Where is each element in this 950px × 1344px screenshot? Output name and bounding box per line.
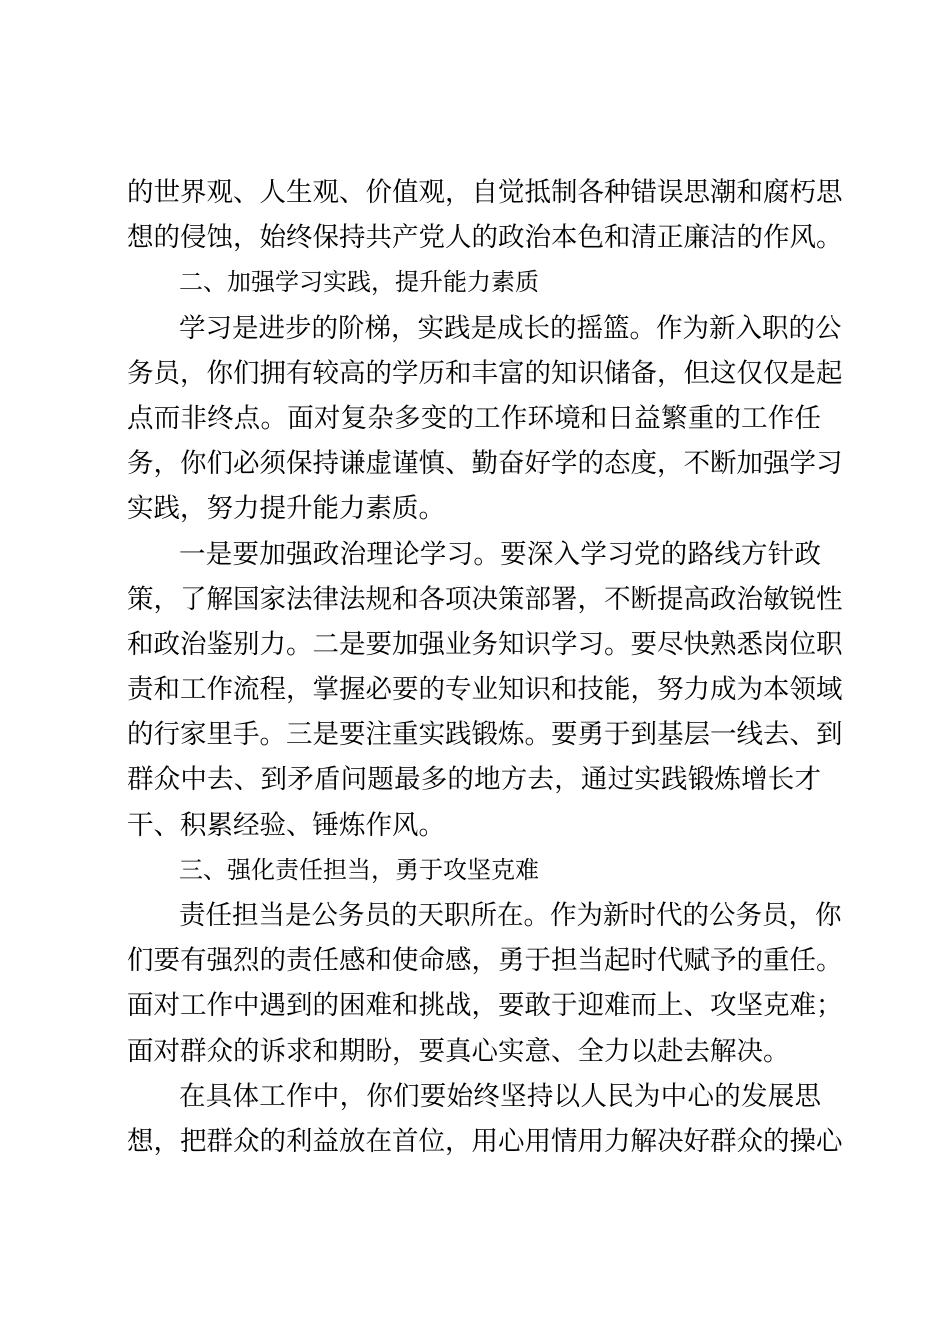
- text-line: 面对群众的诉求和期盼，要真心实意、全力以赴去解决。: [127, 1035, 790, 1067]
- text-line: 实践，努力提升能力素质。: [127, 493, 445, 525]
- text-line: 务，你们必须保持谦虚谨慎、勤奋好学的态度，不断加强学习: [127, 448, 843, 480]
- text-line: 责和工作流程，掌握必要的专业知识和技能，努力成为本领域: [127, 674, 843, 706]
- text-line: 在具体工作中，你们要始终坚持以人民为中心的发展思: [179, 1080, 821, 1112]
- text-line: 们要有强烈的责任感和使命感，勇于担当起时代赋予的重任。: [127, 945, 843, 977]
- text-line: 面对工作中遇到的困难和挑战，要敢于迎难而上、攻坚克难；: [127, 990, 843, 1022]
- text-line: 群众中去、到矛盾问题最多的地方去，通过实践锻炼增长才: [127, 764, 821, 796]
- text-line: 想的侵蚀，始终保持共产党人的政治本色和清正廉洁的作风。: [127, 222, 843, 254]
- section-heading: 三、强化责任担当，勇于攻坚克难: [179, 855, 539, 884]
- text-line: 想，把群众的利益放在首位，用心用情用力解决好群众的操心: [127, 1125, 843, 1157]
- text-line: 干、积累经验、锤炼作风。: [127, 809, 445, 841]
- text-line: 的世界观、人生观、价值观，自觉抵制各种错误思潮和腐朽思: [127, 177, 843, 208]
- section-heading: 二、加强学习实践，提升能力素质: [179, 268, 539, 297]
- text-line: 学习是进步的阶梯，实践是成长的摇篮。作为新入职的公: [179, 312, 842, 344]
- text-line: 一是要加强政治理论学习。要深入学习党的路线方针政: [179, 538, 821, 570]
- text-line: 务员，你们拥有较高的学历和丰富的知识储备，但这仅仅是起: [127, 357, 843, 389]
- text-line: 责任担当是公务员的天职所在。作为新时代的公务员，你: [179, 900, 842, 931]
- body-text: [127, 170, 843, 1164]
- text-line: 和政治鉴别力。二是要加强业务知识学习。要尽快熟悉岗位职: [127, 628, 843, 660]
- text-line: 的行家里手。三是要注重实践锻炼。要勇于到基层一线去、到: [127, 719, 843, 751]
- text-line: 点而非终点。面对复杂多变的工作环境和日益繁重的工作任: [127, 402, 821, 434]
- text-line: 策，了解国家法律法规和各项决策部署，不断提高政治敏锐性: [127, 583, 843, 615]
